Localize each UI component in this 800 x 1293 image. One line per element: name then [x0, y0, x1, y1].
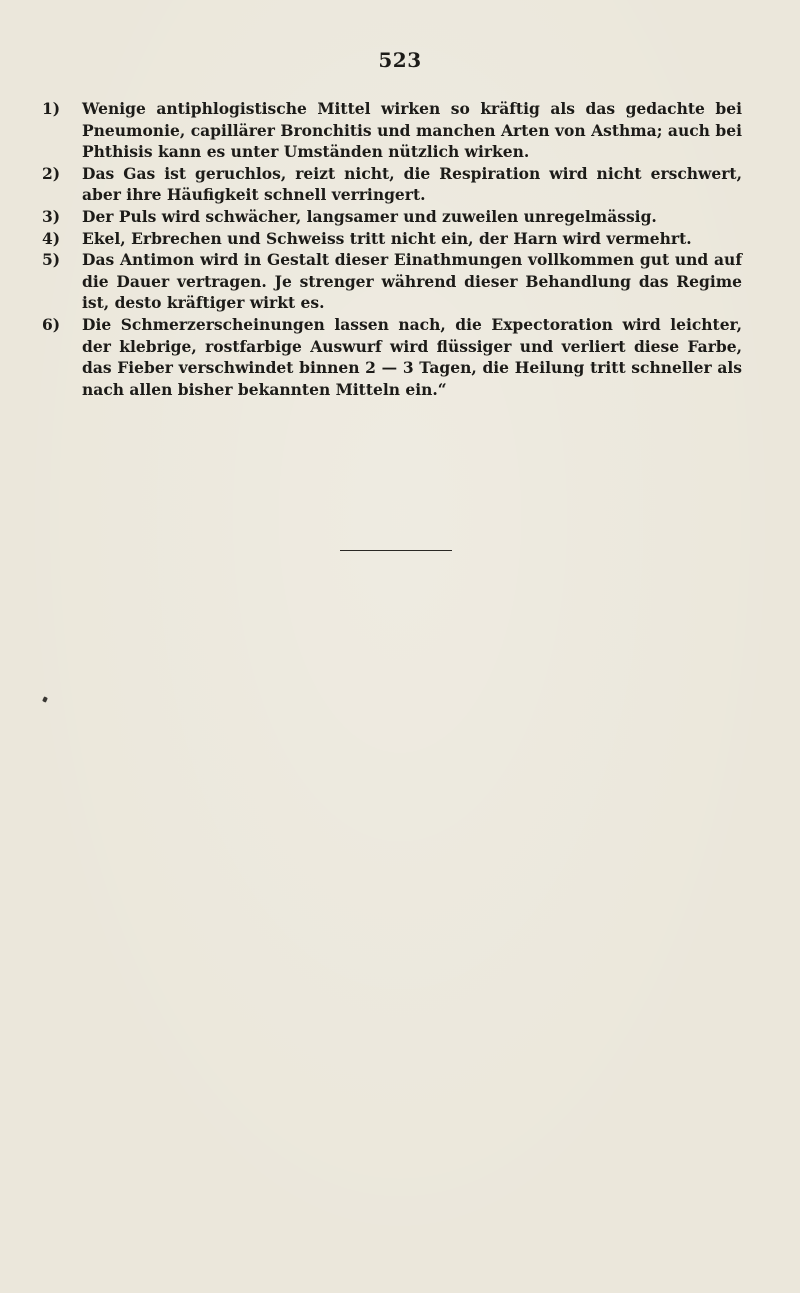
section-divider — [340, 550, 452, 551]
item-text: Der Puls wird schwächer, langsamer und zuweilen unregelmässig. — [82, 206, 657, 226]
numbered-list — [42, 98, 742, 400]
list-item — [42, 98, 742, 163]
item-number: 4) — [42, 228, 61, 248]
list-item — [42, 314, 742, 400]
item-text: Ekel, Erbrechen und Schweiss tritt nicht ein, der Harn wird vermehrt. — [82, 228, 692, 248]
item-text: Wenige antiphlogistische Mittel wirken so kräftig als das gedachte bei Pneumonie, capillärer Bronchitis und manchen Arten von Asthma; auch bei Phthisis kann es unter Umständen nützlich wirken. — [82, 99, 742, 162]
item-number: 1) — [42, 99, 61, 118]
page-number: 523 — [378, 48, 422, 72]
list-item — [42, 249, 742, 314]
list-item — [42, 228, 742, 250]
item-text: Das Gas ist geruchlos, reizt nicht, die Respiration wird nicht erschwert, aber ihre Häufigkeit schnell verringert. — [82, 163, 742, 205]
item-number: 6) — [42, 314, 61, 334]
item-number: 5) — [42, 250, 61, 270]
item-number: 3) — [42, 206, 61, 226]
print-speck — [42, 696, 48, 702]
item-number: 2) — [42, 163, 61, 183]
list-item — [42, 206, 742, 228]
item-text: Das Antimon wird in Gestalt dieser Einathmungen vollkommen gut und auf die Dauer vertragen. Je strenger während dieser Behandlung das Regime ist, desto kräftiger wirkt es. — [82, 250, 742, 313]
list-item — [42, 163, 742, 206]
item-text: Die Schmerzerscheinungen lassen nach, die Expectoration wird leichter, der klebrige, rostfarbige Auswurf wird flüssiger und verliert diese Farbe, das Fieber verschwindet binnen 2 — 3 Tagen, die Heilung tritt schneller als nach allen bisher bekannten Mitteln ein.“ — [82, 314, 742, 399]
